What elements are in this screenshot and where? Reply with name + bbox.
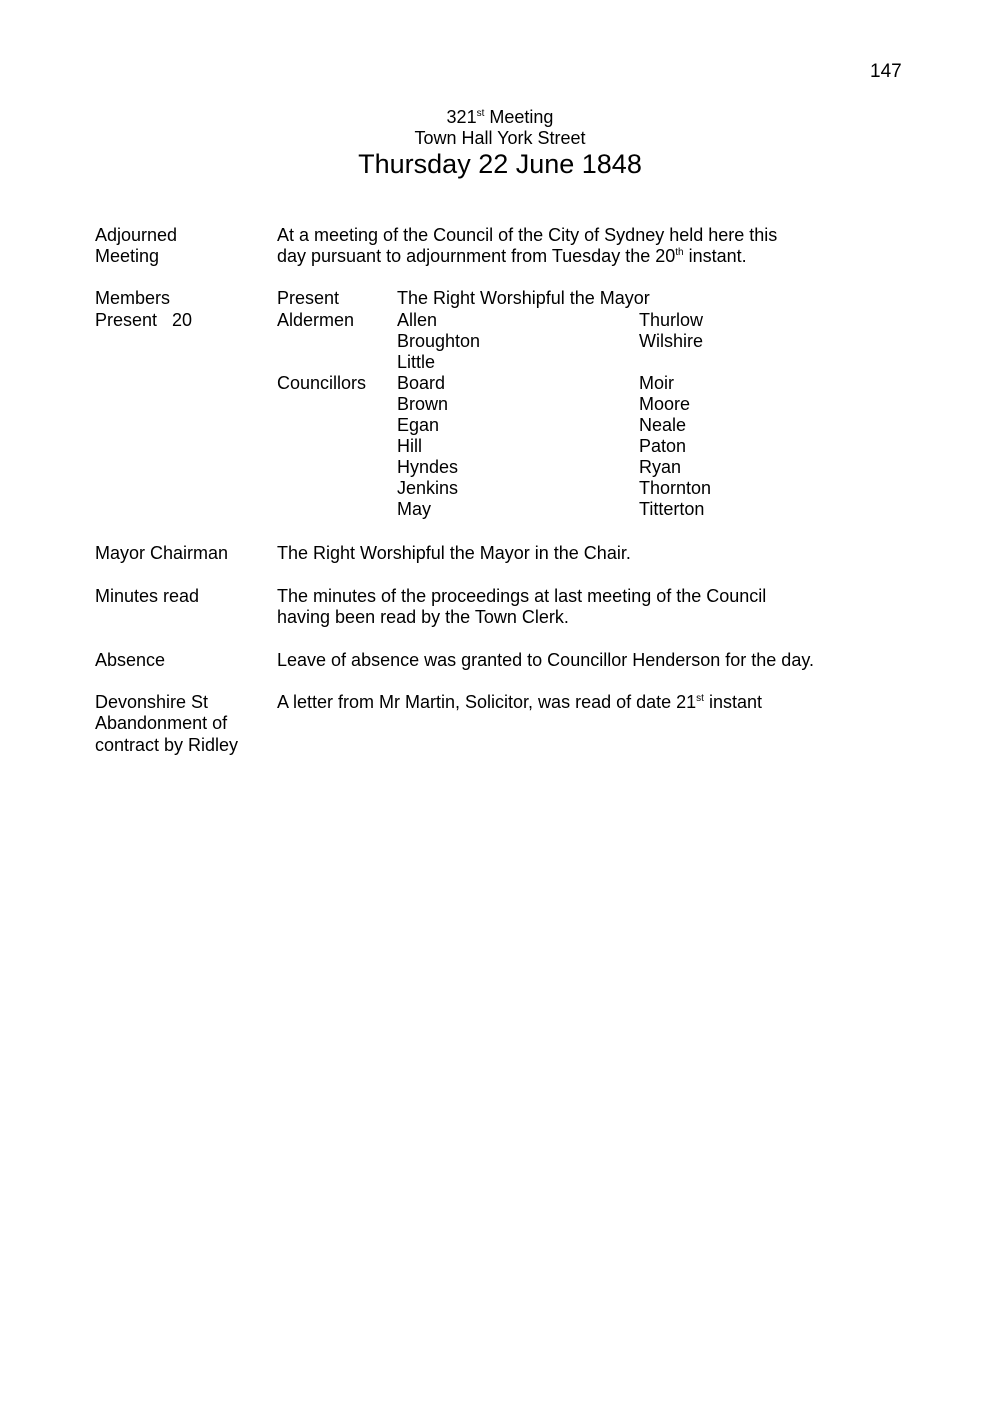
- meeting-word: Meeting: [489, 107, 554, 127]
- adjourned-text-line2: [277, 246, 747, 267]
- aldermen-label: Aldermen: [277, 310, 355, 330]
- councillors-column-1: [397, 373, 458, 520]
- ordinal-suffix: th: [675, 247, 684, 258]
- adjourned-text-line2-end: instant.: [683, 246, 747, 266]
- councillor-name: Board: [397, 373, 446, 393]
- devonshire-text-main: A letter from Mr Martin, Solicitor, was read of date 21: [277, 692, 697, 712]
- margin-note-present-count: Present 20: [95, 310, 193, 330]
- adjourned-text-line1: At a meeting of the Council of the City of Sydney held here this: [277, 225, 778, 245]
- councillor-name: Thornton: [639, 478, 712, 498]
- meeting-number-suffix: st: [476, 108, 485, 119]
- alderman-name: Little: [397, 352, 436, 372]
- aldermen-column-1: [397, 310, 480, 373]
- devonshire-text-end: instant: [703, 692, 762, 712]
- minutes-text-line2: having been read by the Town Clerk.: [277, 607, 569, 627]
- margin-note-absence: Absence: [95, 650, 166, 670]
- councillors-label: Councillors: [277, 373, 367, 393]
- councillor-name: Moir: [639, 373, 674, 393]
- margin-note-adjourned: Adjourned: [95, 225, 178, 245]
- councillor-name: Hill: [397, 436, 422, 456]
- councillor-name: Neale: [639, 415, 687, 435]
- councillor-name: Ryan: [639, 457, 682, 477]
- meeting-date-heading: Thursday 22 June 1848: [358, 149, 642, 179]
- alderman-name: Wilshire: [639, 331, 704, 351]
- present-label: Present: [277, 288, 340, 308]
- margin-note-members: Members: [95, 288, 171, 308]
- adjourned-text-line2-main: day pursuant to adjournment from Tuesday the 20: [277, 246, 676, 266]
- margin-note-minutes: Minutes read: [95, 586, 200, 606]
- minutes-text-line1: The minutes of the proceedings at last meeting of the Council: [277, 586, 767, 606]
- margin-note-meeting: Meeting: [95, 246, 160, 266]
- alderman-name: Thurlow: [639, 310, 704, 330]
- councillor-name: May: [397, 499, 432, 519]
- alderman-name: Allen: [397, 310, 438, 330]
- councillors-column-2: [639, 373, 711, 520]
- councillor-name: Titterton: [639, 499, 705, 519]
- councillor-name: Brown: [397, 394, 449, 414]
- page-number: 147: [870, 61, 902, 82]
- devonshire-text: [277, 692, 762, 713]
- present-mayor: The Right Worshipful the Mayor: [397, 288, 650, 308]
- margin-note-devonshire-line1: Devonshire St: [95, 692, 209, 712]
- margin-note-devonshire-line2: Abandonment of: [95, 713, 228, 733]
- councillor-name: Paton: [639, 436, 687, 456]
- margin-note-devonshire-line3: contract by Ridley: [95, 735, 239, 755]
- councillor-name: Moore: [639, 394, 691, 414]
- councillor-name: Hyndes: [397, 457, 459, 477]
- chairman-text: The Right Worshipful the Mayor in the Chair.: [277, 543, 631, 563]
- alderman-name: Broughton: [397, 331, 481, 351]
- councillor-name: Jenkins: [397, 478, 459, 498]
- councillor-name: Egan: [397, 415, 440, 435]
- absence-text: Leave of absence was granted to Councillor Henderson for the day.: [277, 650, 814, 670]
- meeting-number-line: [0, 107, 1000, 128]
- margin-note-chairman: Mayor Chairman: [95, 543, 229, 563]
- ordinal-suffix: st: [696, 693, 704, 704]
- meeting-number: 321: [446, 107, 477, 127]
- aldermen-column-2: [639, 310, 703, 352]
- meeting-location: Town Hall York Street: [414, 128, 586, 148]
